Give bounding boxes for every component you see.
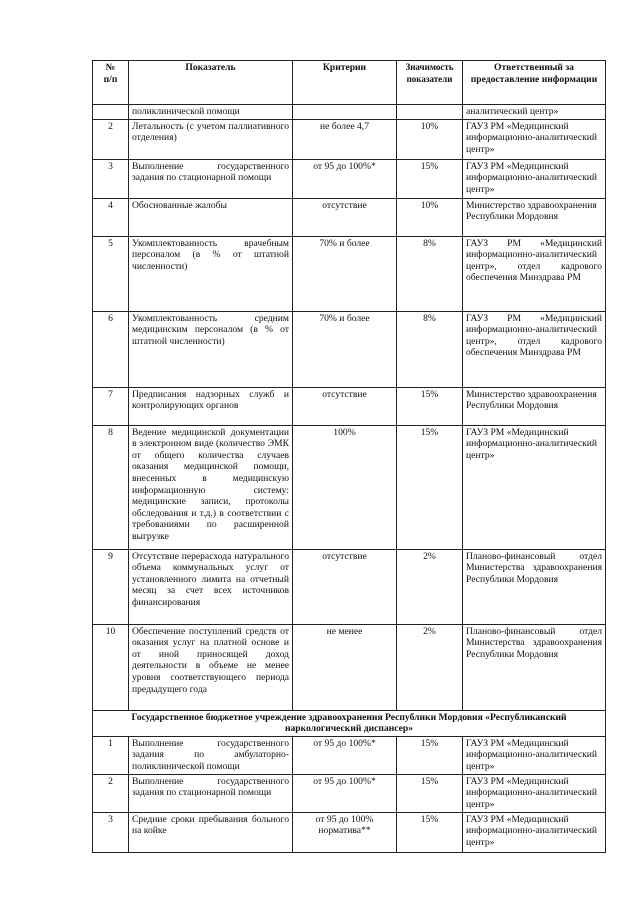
header-responsible: Ответственный за предоставление информации [463,61,606,105]
cell-significance: 8% [397,236,463,311]
cell-num: 9 [93,549,129,624]
table-row [93,812,606,852]
cell-indicator: Выполнение государственного задания по амбулаторно-поликлинической помощи [129,736,293,774]
indicators-table [92,60,606,853]
table-header-row [93,61,606,105]
cell-num: 3 [93,159,129,198]
table-row [93,774,606,812]
cell-responsible: аналитический центр» [463,105,606,120]
cell-num: 8 [93,425,129,549]
table-row [93,236,606,311]
header-criteria: Критерии [293,61,397,105]
cell-responsible: ГАУЗ РМ «Медицинский информационно-аналитический центр» [463,774,606,812]
cell-num: 3 [93,812,129,852]
header-indicator: Показатель [129,61,293,105]
table-row [93,159,606,198]
cell-responsible: Планово-финансовый отдел Министерства здравоохранения Республики Мордовия [463,549,606,624]
table-row [93,736,606,774]
cell-criteria: отсутствие [293,198,397,236]
cell-criteria: отсутствие [293,387,397,425]
header-num: № п/п [93,61,129,105]
cell-responsible: ГАУЗ РМ «Медицинский информационно-аналитический центр» [463,736,606,774]
cell-significance: 2% [397,624,463,710]
cell-num: 2 [93,774,129,812]
table-row [93,198,606,236]
cell-responsible: ГАУЗ РМ «Медицинский информационно-аналитический центр» [463,159,606,198]
cell-indicator: Укомплектованность средним медицинским персоналом (в % от штатной численности) [129,311,293,387]
cell-criteria: отсутствие [293,549,397,624]
cell-responsible: ГАУЗ РМ «Медицинский информационно-аналитический центр» [463,812,606,852]
cell-indicator: Обеспечение поступлений средств от оказания услуг на платной основе и от иной приносящей доход деятельности в объеме не менее уровня соответствующего периода предыдущего года [129,624,293,710]
table-row [93,119,606,159]
cell-indicator: Предписания надзорных служб и контролирующих органов [129,387,293,425]
cell-significance: 10% [397,198,463,236]
cell-significance: 15% [397,425,463,549]
cell-responsible: ГАУЗ РМ «Медицинский информационно-аналитический центр» [463,119,606,159]
cell-significance: 15% [397,736,463,774]
cell-indicator: Ведение медицинской документации в электронном виде (количество ЭМК от общего количества случаев оказания медицинской помощи, внесенных в медицинскую информационную систему: медицинские записи, протоколы обследования и т.д.) в соответствии с требованиями по расширенной выгрузке [129,425,293,549]
cell-criteria: от 95 до 100%* [293,774,397,812]
cell-significance [397,105,463,120]
cell-responsible: ГАУЗ РМ «Медицинский информационно-аналитический центр», отдел кадрового обеспечения Минздрава РМ [463,311,606,387]
table-row [93,425,606,549]
table-row [93,549,606,624]
cell-indicator: Отсутствие перерасхода натурального объема коммунальных услуг от установленного лимита на отчетный месяц за счет всех источников финансирования [129,549,293,624]
cell-significance: 2% [397,549,463,624]
cell-indicator: поликлинической помощи [129,105,293,120]
cell-indicator: Обоснованные жалобы [129,198,293,236]
section-title: Государственное бюджетное учреждение здравоохранения Республики Мордовия «Республиканский наркологический диспансер» [93,710,606,736]
cell-indicator: Летальность (с учетом паллиативного отделения) [129,119,293,159]
cell-criteria: не менее [293,624,397,710]
cell-num: 7 [93,387,129,425]
cell-criteria: 100% [293,425,397,549]
cell-responsible: Министерство здравоохранения Республики Мордовия [463,387,606,425]
cell-criteria: от 95 до 100% норматива** [293,812,397,852]
cell-indicator: Выполнение государственного задания по стационарной помощи [129,774,293,812]
cell-significance: 8% [397,311,463,387]
cell-criteria: не более 4,7 [293,119,397,159]
table-row [93,624,606,710]
cell-num [93,105,129,120]
table-row [93,387,606,425]
cell-responsible: Планово-финансовый отдел Министерства здравоохранения Республики Мордовия [463,624,606,710]
cell-significance: 15% [397,774,463,812]
table-row [93,105,606,120]
section-header-row [93,710,606,736]
cell-significance: 15% [397,812,463,852]
cell-criteria: от 95 до 100%* [293,736,397,774]
cell-num: 4 [93,198,129,236]
cell-indicator: Укомплектованность врачебным персоналом (в % от штатной численности) [129,236,293,311]
cell-criteria: 70% и более [293,311,397,387]
cell-significance: 15% [397,159,463,198]
cell-responsible: ГАУЗ РМ «Медицинский информационно-аналитический центр» [463,425,606,549]
table-row [93,311,606,387]
cell-responsible: ГАУЗ РМ «Медицинский информационно-аналитический центр», отдел кадрового обеспечения Минздрава РМ [463,236,606,311]
cell-num: 2 [93,119,129,159]
cell-criteria: 70% и более [293,236,397,311]
cell-criteria [293,105,397,120]
cell-significance: 10% [397,119,463,159]
cell-criteria: от 95 до 100%* [293,159,397,198]
cell-responsible: Министерство здравоохранения Республики Мордовия [463,198,606,236]
cell-indicator: Выполнение государственного задания по стационарной помощи [129,159,293,198]
cell-indicator: Средние сроки пребывания больного на койке [129,812,293,852]
header-significance: Значимость показатели [397,61,463,105]
cell-num: 5 [93,236,129,311]
cell-significance: 15% [397,387,463,425]
cell-num: 6 [93,311,129,387]
cell-num: 10 [93,624,129,710]
cell-num: 1 [93,736,129,774]
